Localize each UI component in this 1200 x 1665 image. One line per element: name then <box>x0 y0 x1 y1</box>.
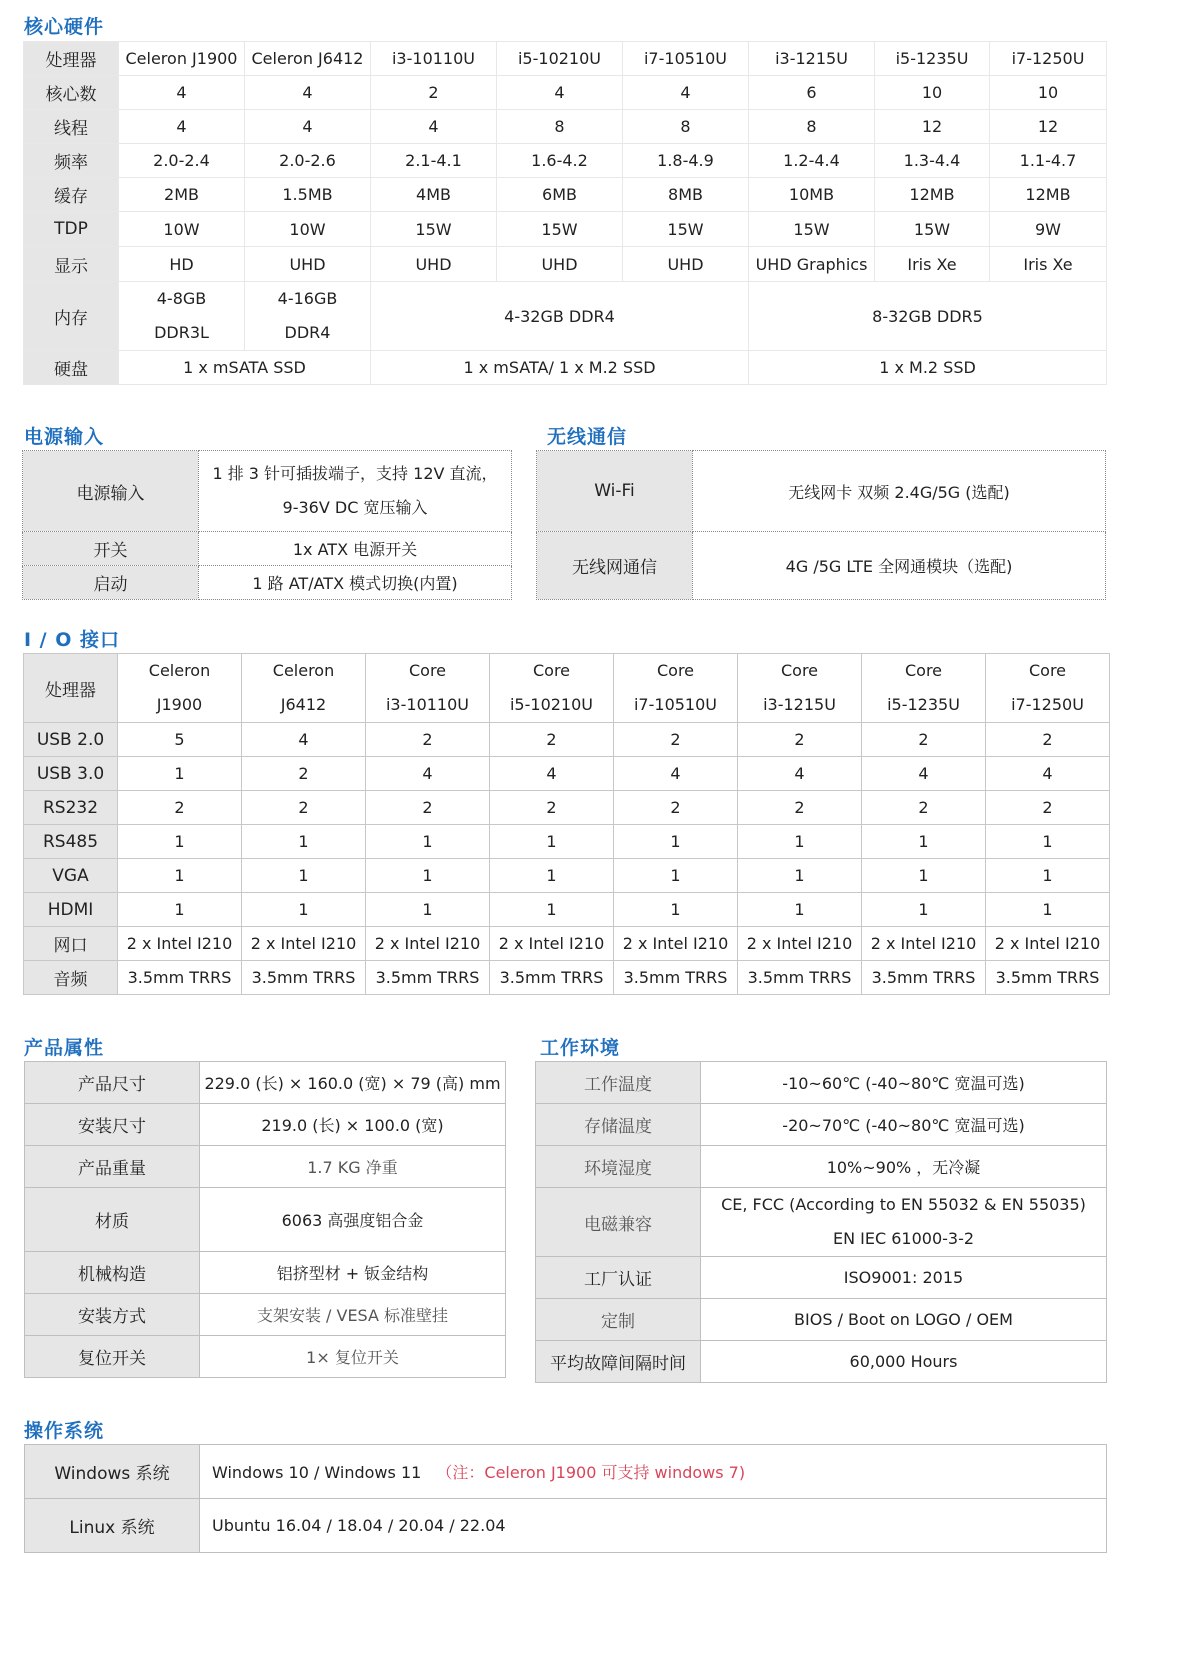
cell: 1.1-4.7 <box>990 144 1107 178</box>
op-temp-value: -10~60℃ (-40~80℃ 宽温可选) <box>701 1062 1107 1104</box>
table-row <box>537 532 1106 600</box>
row-label: 电磁兼容 <box>536 1188 701 1257</box>
custom-value: BIOS / Boot on LOGO / OEM <box>701 1299 1107 1341</box>
row-label: Wi-Fi <box>537 451 693 532</box>
cell: 1.2-4.4 <box>749 144 875 178</box>
cell: 2 x Intel I210 <box>862 927 986 961</box>
cell: 2 <box>614 791 738 825</box>
os-table <box>24 1444 1107 1553</box>
cpu-cell: i7-10510U <box>623 42 749 76</box>
row-label: 环境湿度 <box>536 1146 701 1188</box>
table-row <box>24 859 1110 893</box>
cell: 1 <box>986 859 1110 893</box>
cell: 2 <box>366 791 490 825</box>
table-row <box>536 1299 1107 1341</box>
cell: 2 <box>242 791 366 825</box>
cell: 8 <box>497 110 623 144</box>
table-row <box>24 76 1107 110</box>
cell: 3.5mm TRRS <box>862 961 986 995</box>
cell: UHD <box>371 247 497 282</box>
cpu-model: i3-1215U <box>763 695 836 714</box>
cell: 4 <box>490 757 614 791</box>
io-table <box>23 653 1110 995</box>
cell: 1 <box>242 859 366 893</box>
memory-capacity: 4-8GB <box>156 289 207 308</box>
cell: Iris Xe <box>990 247 1107 282</box>
row-label: 无线网通信 <box>537 532 693 600</box>
emc-line-1: CE, FCC (According to EN 55032 & EN 55035) <box>721 1195 1086 1214</box>
cell: 3.5mm TRRS <box>986 961 1110 995</box>
cell: 15W <box>497 212 623 247</box>
cpu-model: i5-1235U <box>887 695 960 714</box>
cell: UHD <box>245 247 371 282</box>
cell: 1 <box>490 893 614 927</box>
row-label: 缓存 <box>24 178 119 212</box>
cell: 10MB <box>749 178 875 212</box>
emc-value <box>701 1188 1107 1257</box>
cell: 4 <box>119 76 245 110</box>
cell: 1 <box>242 893 366 927</box>
cpu-family: Core <box>656 661 695 680</box>
cell: 15W <box>623 212 749 247</box>
section-title-product: 产品属性 <box>24 1037 105 1059</box>
cell: 1 <box>366 893 490 927</box>
linux-value: Ubuntu 16.04 / 18.04 / 20.04 / 22.04 <box>200 1499 1107 1553</box>
cpu-cell: Celeron J6412 <box>245 42 371 76</box>
cell: 2 x Intel I210 <box>366 927 490 961</box>
cell: 2 <box>738 723 862 757</box>
table-row <box>24 757 1110 791</box>
cell: 2 <box>366 723 490 757</box>
cell: 1 <box>614 893 738 927</box>
cell: 10 <box>875 76 990 110</box>
cell: 2 <box>490 791 614 825</box>
row-label: 复位开关 <box>25 1336 200 1378</box>
storage-cell-gen10: 1 x mSATA/ 1 x M.2 SSD <box>371 351 749 385</box>
storage-cell-gen12: 1 x M.2 SSD <box>749 351 1107 385</box>
cell: 2.0-2.6 <box>245 144 371 178</box>
table-row <box>24 961 1110 995</box>
cpu-cell: i3-1215U <box>749 42 875 76</box>
cell: 12MB <box>990 178 1107 212</box>
row-label: 开关 <box>23 532 199 566</box>
row-label: 安装方式 <box>25 1294 200 1336</box>
row-label: 产品重量 <box>25 1146 200 1188</box>
cell: 6 <box>749 76 875 110</box>
cell: 2 <box>490 723 614 757</box>
cpu-cell: i7-1250U <box>990 42 1107 76</box>
cell: 1 <box>242 825 366 859</box>
cell: 3.5mm TRRS <box>738 961 862 995</box>
cell: 2 <box>614 723 738 757</box>
table-row <box>25 1445 1107 1499</box>
section-title-power: 电源输入 <box>24 426 105 448</box>
cell: 3.5mm TRRS <box>614 961 738 995</box>
row-label: 线程 <box>24 110 119 144</box>
core-hardware-table <box>23 41 1107 385</box>
table-row <box>24 178 1107 212</box>
cell: 1 <box>738 893 862 927</box>
row-label: USB 3.0 <box>24 757 118 791</box>
table-row <box>24 247 1107 282</box>
table-row <box>25 1294 506 1336</box>
cell: 10W <box>119 212 245 247</box>
cell: 3.5mm TRRS <box>366 961 490 995</box>
cell: 4 <box>242 723 366 757</box>
row-label: 机械构造 <box>25 1252 200 1294</box>
cell: UHD <box>497 247 623 282</box>
cell: 2 x Intel I210 <box>738 927 862 961</box>
section-title-os: 操作系统 <box>24 1420 105 1442</box>
cpu-family: Core <box>780 661 819 680</box>
cell: 1 <box>862 893 986 927</box>
cell: 2 <box>371 76 497 110</box>
memory-type: DDR4 <box>284 323 331 342</box>
product-size-value: 229.0 (长) × 160.0 (宽) × 79 (高) mm <box>200 1062 506 1104</box>
cell: 1 <box>118 859 242 893</box>
memory-type: DDR3L <box>154 323 209 342</box>
table-row <box>24 791 1110 825</box>
cpu-cell: Celeron J1900 <box>119 42 245 76</box>
cell: 1.5MB <box>245 178 371 212</box>
row-label: 硬盘 <box>24 351 119 385</box>
power-start-value: 1 路 AT/ATX 模式切换(内置) <box>199 566 512 600</box>
table-row <box>24 212 1107 247</box>
cell: 1.8-4.9 <box>623 144 749 178</box>
cell: 2 <box>862 791 986 825</box>
cell: 4 <box>371 110 497 144</box>
cell: 2 <box>118 791 242 825</box>
table-row <box>25 1336 506 1378</box>
table-row <box>24 927 1110 961</box>
cell: 1 <box>738 859 862 893</box>
cpu-family: Celeron <box>148 661 211 680</box>
cell: 3.5mm TRRS <box>242 961 366 995</box>
table-row <box>23 451 512 532</box>
row-label: RS232 <box>24 791 118 825</box>
cell: 3.5mm TRRS <box>118 961 242 995</box>
table-row <box>25 1188 506 1252</box>
environment-table <box>535 1061 1107 1383</box>
install-size-value: 219.0 (长) × 100.0 (宽) <box>200 1104 506 1146</box>
storage-temp-value: -20~70℃ (-40~80℃ 宽温可选) <box>701 1104 1107 1146</box>
power-switch-value: 1x ATX 电源开关 <box>199 532 512 566</box>
table-row <box>537 451 1106 532</box>
windows-versions: Windows 10 / Windows 11 <box>212 1463 422 1482</box>
row-label: 显示 <box>24 247 119 282</box>
cpu-model: i5-10210U <box>509 695 593 714</box>
cell: 1.3-4.4 <box>875 144 990 178</box>
cell: 2 x Intel I210 <box>986 927 1110 961</box>
table-row <box>24 282 1107 351</box>
certification-value: ISO9001: 2015 <box>701 1257 1107 1299</box>
cell: 8 <box>623 110 749 144</box>
cell: 4 <box>862 757 986 791</box>
cpu-family: Celeron <box>272 661 335 680</box>
row-label: 网口 <box>24 927 118 961</box>
memory-cell-j6412 <box>245 282 371 351</box>
table-row <box>536 1062 1107 1104</box>
cell: 1.6-4.2 <box>497 144 623 178</box>
row-label: Linux 系统 <box>25 1499 200 1553</box>
row-label: 材质 <box>25 1188 200 1252</box>
cell: 1 <box>490 859 614 893</box>
row-label: Windows 系统 <box>25 1445 200 1499</box>
cell: 1 <box>118 825 242 859</box>
table-row <box>536 1257 1107 1299</box>
cell: 4 <box>614 757 738 791</box>
row-label: 定制 <box>536 1299 701 1341</box>
cell: 4 <box>986 757 1110 791</box>
cell: 1 <box>118 893 242 927</box>
row-label: 启动 <box>23 566 199 600</box>
lte-value: 4G /5G LTE 全网通模块（选配) <box>693 532 1106 600</box>
cell: 3.5mm TRRS <box>490 961 614 995</box>
table-row <box>25 1252 506 1294</box>
section-title-io: I / O 接口 <box>24 629 121 651</box>
cpu-model: J1900 <box>156 695 203 714</box>
row-label: 处理器 <box>24 654 118 723</box>
cell: 6MB <box>497 178 623 212</box>
table-row <box>24 351 1107 385</box>
row-label: 频率 <box>24 144 119 178</box>
io-cpu-header <box>986 654 1110 723</box>
cpu-model: i7-10510U <box>633 695 717 714</box>
cell: 4 <box>119 110 245 144</box>
cpu-model: i7-1250U <box>1011 695 1084 714</box>
cell: 1 <box>986 825 1110 859</box>
cell: 15W <box>749 212 875 247</box>
cell: 2 <box>862 723 986 757</box>
power-input-value <box>199 451 512 532</box>
row-label: 核心数 <box>24 76 119 110</box>
memory-cell-gen12: 8-32GB DDR5 <box>749 282 1107 351</box>
cell: 2 x Intel I210 <box>242 927 366 961</box>
power-input-line-1: 1 排 3 针可插拔端子，支持 12V 直流， <box>212 464 498 483</box>
cpu-cell: i3-10110U <box>371 42 497 76</box>
cell: 8 <box>749 110 875 144</box>
cell: 15W <box>371 212 497 247</box>
cell: 1 <box>986 893 1110 927</box>
row-label: HDMI <box>24 893 118 927</box>
memory-capacity: 4-16GB <box>277 289 338 308</box>
cell: 1 <box>614 825 738 859</box>
cell: 2 <box>986 723 1110 757</box>
table-row <box>24 110 1107 144</box>
structure-value: 铝挤型材 + 钣金结构 <box>200 1252 506 1294</box>
table-row <box>24 144 1107 178</box>
cell: 4 <box>497 76 623 110</box>
cell: 2 <box>986 791 1110 825</box>
table-row <box>24 825 1110 859</box>
windows-value <box>200 1445 1107 1499</box>
cell: 8MB <box>623 178 749 212</box>
table-row <box>25 1062 506 1104</box>
cell: 10 <box>990 76 1107 110</box>
io-cpu-header <box>738 654 862 723</box>
cell: 2 x Intel I210 <box>614 927 738 961</box>
row-label: VGA <box>24 859 118 893</box>
material-value: 6063 高强度铝合金 <box>200 1188 506 1252</box>
io-cpu-header <box>614 654 738 723</box>
table-row <box>536 1104 1107 1146</box>
humidity-value: 10%~90% ，无冷凝 <box>701 1146 1107 1188</box>
cell: 9W <box>990 212 1107 247</box>
cell: 2 x Intel I210 <box>118 927 242 961</box>
wireless-table <box>536 450 1106 600</box>
row-label: 产品尺寸 <box>25 1062 200 1104</box>
power-input-line-2: 9-36V DC 宽压输入 <box>282 498 428 517</box>
emc-line-2: EN IEC 61000-3-2 <box>832 1229 975 1248</box>
memory-cell-gen10: 4-32GB DDR4 <box>371 282 749 351</box>
cell: 1 <box>490 825 614 859</box>
cpu-family: Core <box>532 661 571 680</box>
cell: 4MB <box>371 178 497 212</box>
reset-switch-value: 1× 复位开关 <box>200 1336 506 1378</box>
cpu-family: Core <box>408 661 447 680</box>
table-row <box>25 1499 1107 1553</box>
cell: Iris Xe <box>875 247 990 282</box>
row-label: 处理器 <box>24 42 119 76</box>
cell: 1 <box>366 825 490 859</box>
section-title-core: 核心硬件 <box>24 16 105 38</box>
cell: 15W <box>875 212 990 247</box>
row-label: 音频 <box>24 961 118 995</box>
cell: UHD <box>623 247 749 282</box>
memory-cell-j1900 <box>119 282 245 351</box>
cell: UHD Graphics <box>749 247 875 282</box>
table-row <box>25 1146 506 1188</box>
windows-note: （注：Celeron J1900 可支持 windows 7) <box>436 1463 746 1482</box>
table-row <box>24 654 1110 723</box>
cell: 4 <box>366 757 490 791</box>
io-cpu-header <box>118 654 242 723</box>
row-label: 内存 <box>24 282 119 351</box>
cell: 12MB <box>875 178 990 212</box>
row-label: USB 2.0 <box>24 723 118 757</box>
row-label: 电源输入 <box>23 451 199 532</box>
power-table <box>22 450 512 600</box>
table-row <box>24 723 1110 757</box>
cell: 2 <box>242 757 366 791</box>
wifi-value: 无线网卡 双频 2.4G/5G (选配) <box>693 451 1106 532</box>
mtbf-value: 60,000 Hours <box>701 1341 1107 1383</box>
cpu-family: Core <box>904 661 943 680</box>
cell: 1 <box>614 859 738 893</box>
cell: 12 <box>990 110 1107 144</box>
cell: 1 <box>862 859 986 893</box>
cell: 2.1-4.1 <box>371 144 497 178</box>
cell: 1 <box>738 825 862 859</box>
cell: 5 <box>118 723 242 757</box>
row-label: 安装尺寸 <box>25 1104 200 1146</box>
table-row <box>536 1188 1107 1257</box>
io-cpu-header <box>366 654 490 723</box>
table-row <box>23 566 512 600</box>
cell: 4 <box>245 76 371 110</box>
cell: 2.0-2.4 <box>119 144 245 178</box>
row-label: RS485 <box>24 825 118 859</box>
section-title-env: 工作环境 <box>540 1037 621 1059</box>
cell: HD <box>119 247 245 282</box>
cell: 1 <box>862 825 986 859</box>
table-row <box>24 42 1107 76</box>
cell: 2 x Intel I210 <box>490 927 614 961</box>
storage-cell-celeron: 1 x mSATA SSD <box>119 351 371 385</box>
cell: 4 <box>738 757 862 791</box>
mounting-value: 支架安装 / VESA 标准壁挂 <box>200 1294 506 1336</box>
cell: 1 <box>366 859 490 893</box>
product-table <box>24 1061 506 1378</box>
cpu-family: Core <box>1028 661 1067 680</box>
io-cpu-header <box>862 654 986 723</box>
row-label: 工作温度 <box>536 1062 701 1104</box>
table-row <box>536 1146 1107 1188</box>
table-row <box>24 893 1110 927</box>
io-cpu-header <box>490 654 614 723</box>
cell: 10W <box>245 212 371 247</box>
cell: 2MB <box>119 178 245 212</box>
row-label: 工厂认证 <box>536 1257 701 1299</box>
cell: 2 <box>738 791 862 825</box>
io-cpu-header <box>242 654 366 723</box>
row-label: TDP <box>24 212 119 247</box>
cell: 4 <box>623 76 749 110</box>
row-label: 平均故障间隔时间 <box>536 1341 701 1383</box>
cell: 1 <box>118 757 242 791</box>
cell: 4 <box>245 110 371 144</box>
section-title-wireless: 无线通信 <box>547 426 628 448</box>
cpu-cell: i5-1235U <box>875 42 990 76</box>
weight-value: 1.7 KG 净重 <box>200 1146 506 1188</box>
table-row <box>536 1341 1107 1383</box>
table-row <box>23 532 512 566</box>
table-row <box>25 1104 506 1146</box>
cpu-cell: i5-10210U <box>497 42 623 76</box>
row-label: 存储温度 <box>536 1104 701 1146</box>
cell: 12 <box>875 110 990 144</box>
cpu-model: J6412 <box>280 695 327 714</box>
cpu-model: i3-10110U <box>385 695 469 714</box>
